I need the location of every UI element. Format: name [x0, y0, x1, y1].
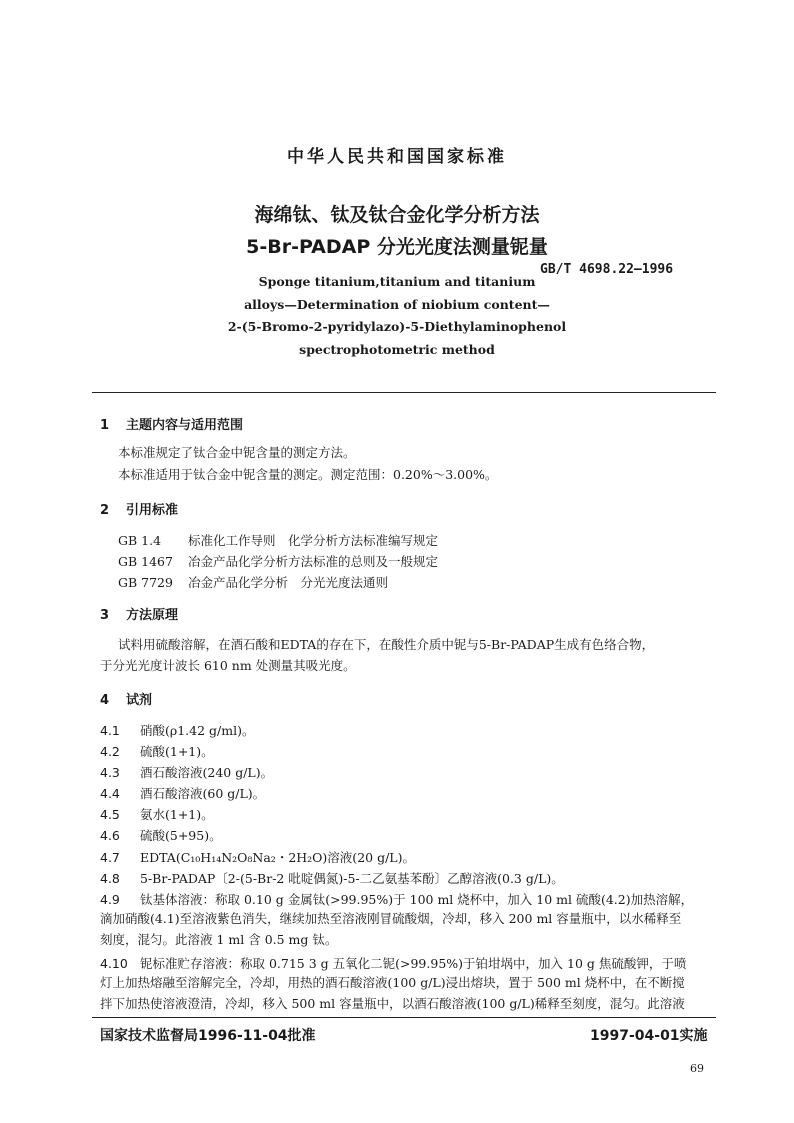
reagent-item — [100, 848, 415, 866]
item-number: 4.9 — [100, 892, 120, 907]
reagent-item — [100, 721, 254, 739]
section-number: 1 — [100, 418, 110, 433]
item-continuation: 滴加硝酸(4.1)至溶液紫色消失，继续加热至溶液刚冒硫酸烟，冷却，移入 200 ml 容量瓶中，以水稀释至 — [100, 911, 682, 926]
item-text: 硫酸(1+1)。 — [140, 744, 214, 759]
item-number: 4.10 — [100, 956, 128, 971]
title-en-line-1: Sponge titanium,titanium and titanium — [258, 274, 536, 289]
reference-row — [118, 552, 438, 570]
paragraph-line: 本标准规定了钛合金中铌含量的测定方法。 — [118, 445, 356, 460]
section-title: 试剂 — [126, 693, 153, 708]
section-number: 2 — [100, 503, 110, 518]
section-title: 方法原理 — [126, 608, 179, 623]
section-title: 引用标准 — [126, 503, 179, 518]
header-divider — [92, 392, 716, 393]
paragraph-line: 本标准适用于钛合金中铌含量的测定。测定范围：0.20%～3.00%。 — [118, 467, 498, 482]
title-en-line-2: alloys—Determination of niobium content— — [244, 297, 550, 312]
section-number: 3 — [100, 608, 110, 623]
reference-title: 标准化工作导则 化学分析方法标准编写规定 — [188, 533, 439, 548]
reference-title: 冶金产品化学分析方法标准的总则及一般规定 — [188, 554, 439, 569]
title-cn-line-2: 5-Br-PADAP 分光光度法测量铌量 — [246, 236, 548, 258]
item-text: EDTA(C₁₀H₁₄N₂O₈Na₂・2H₂O)溶液(20 g/L)。 — [140, 850, 415, 865]
item-continuation: 刻度，混匀。此溶液 1 ml 含 0.5 mg 钛。 — [100, 932, 338, 947]
reagent-item — [100, 890, 693, 908]
item-number: 4.3 — [100, 765, 120, 780]
section-title: 主题内容与适用范围 — [126, 418, 244, 433]
footer-divider — [92, 1017, 716, 1018]
item-number: 4.2 — [100, 744, 120, 759]
item-number: 4.4 — [100, 786, 120, 801]
reference-code: GB 1467 — [118, 554, 173, 569]
effective-date: 1997-04-01实施 — [590, 1028, 708, 1044]
section-number: 4 — [100, 693, 110, 708]
item-text: 5-Br-PADAP〔2-(5-Br-2 吡啶偶氮)-5-二乙氨基苯酚〕乙醇溶液(0.3 g/L)。 — [140, 871, 564, 886]
paragraph-line: 试料用硫酸溶解，在酒石酸和EDTA的存在下，在酸性介质中铌与5-Br-PADAP生成有色络合物， — [118, 637, 655, 652]
reference-code: GB 1.4 — [118, 533, 162, 548]
national-standard-heading: 中华人民共和国国家标准 — [287, 147, 507, 167]
reagent-item — [100, 784, 265, 802]
item-text: 硫酸(5+95)。 — [140, 828, 222, 843]
reference-row — [118, 531, 438, 549]
title-en-line-4: spectrophotometric method — [299, 342, 495, 357]
reagent-item — [100, 742, 214, 760]
item-continuation: 灯上加热熔融至溶解完全，冷却，用热的酒石酸溶液(100 g/L)浸出熔块，置于 500 ml 烧杯中，在不断搅 — [100, 975, 685, 990]
approval-note: 国家技术监督局1996-11-04批准 — [100, 1028, 316, 1044]
item-text: 硝酸(ρ1.42 g/ml)。 — [140, 723, 255, 738]
reagent-item — [100, 763, 273, 781]
item-text: 酒石酸溶液(240 g/L)。 — [140, 765, 274, 780]
item-number: 4.8 — [100, 871, 120, 886]
item-number: 4.7 — [100, 850, 120, 865]
reference-code: GB 7729 — [118, 575, 173, 590]
reagent-item — [100, 869, 564, 887]
title-en-line-3: 2-(5-Bromo-2-pyridylazo)-5-Diethylaminophenol — [227, 319, 567, 334]
section-3-heading — [100, 604, 178, 623]
reference-title: 冶金产品化学分析 分光光度法通则 — [188, 575, 389, 590]
item-continuation: 拌下加热使溶液澄清，冷却，移入 500 ml 容量瓶中，以酒石酸溶液(100 g/L)稀释至刻度，混匀。此溶液 — [100, 996, 685, 1011]
item-text: 铌标准贮存溶液：称取 0.715 3 g 五氧化二铌(>99.95%)于铂坩埚中，加入 10 g 焦硫酸钾，于喷 — [140, 956, 687, 971]
standard-code: GB/T 4698.22—1996 — [540, 262, 674, 277]
section-2-heading — [100, 499, 178, 518]
item-number: 4.1 — [100, 723, 120, 738]
paragraph-line: 于分光光度计波长 610 nm 处测量其吸光度。 — [100, 658, 356, 673]
reference-row — [118, 573, 388, 591]
item-text: 氨水(1+1)。 — [140, 807, 214, 822]
item-number: 4.5 — [100, 807, 120, 822]
title-cn-line-1: 海绵钛、钛及钛合金化学分析方法 — [254, 204, 540, 226]
item-number: 4.6 — [100, 828, 120, 843]
reagent-item — [100, 805, 214, 823]
reagent-item — [100, 954, 686, 972]
item-text: 酒石酸溶液(60 g/L)。 — [140, 786, 266, 801]
section-4-heading — [100, 689, 152, 708]
section-1-heading — [100, 414, 243, 433]
item-text: 钛基体溶液：称取 0.10 g 金属钛(>99.95%)于 100 ml 烧杯中，加入 10 ml 硫酸(4.2)加热溶解， — [140, 892, 694, 907]
page-number: 69 — [690, 1062, 704, 1075]
reagent-item — [100, 826, 222, 844]
